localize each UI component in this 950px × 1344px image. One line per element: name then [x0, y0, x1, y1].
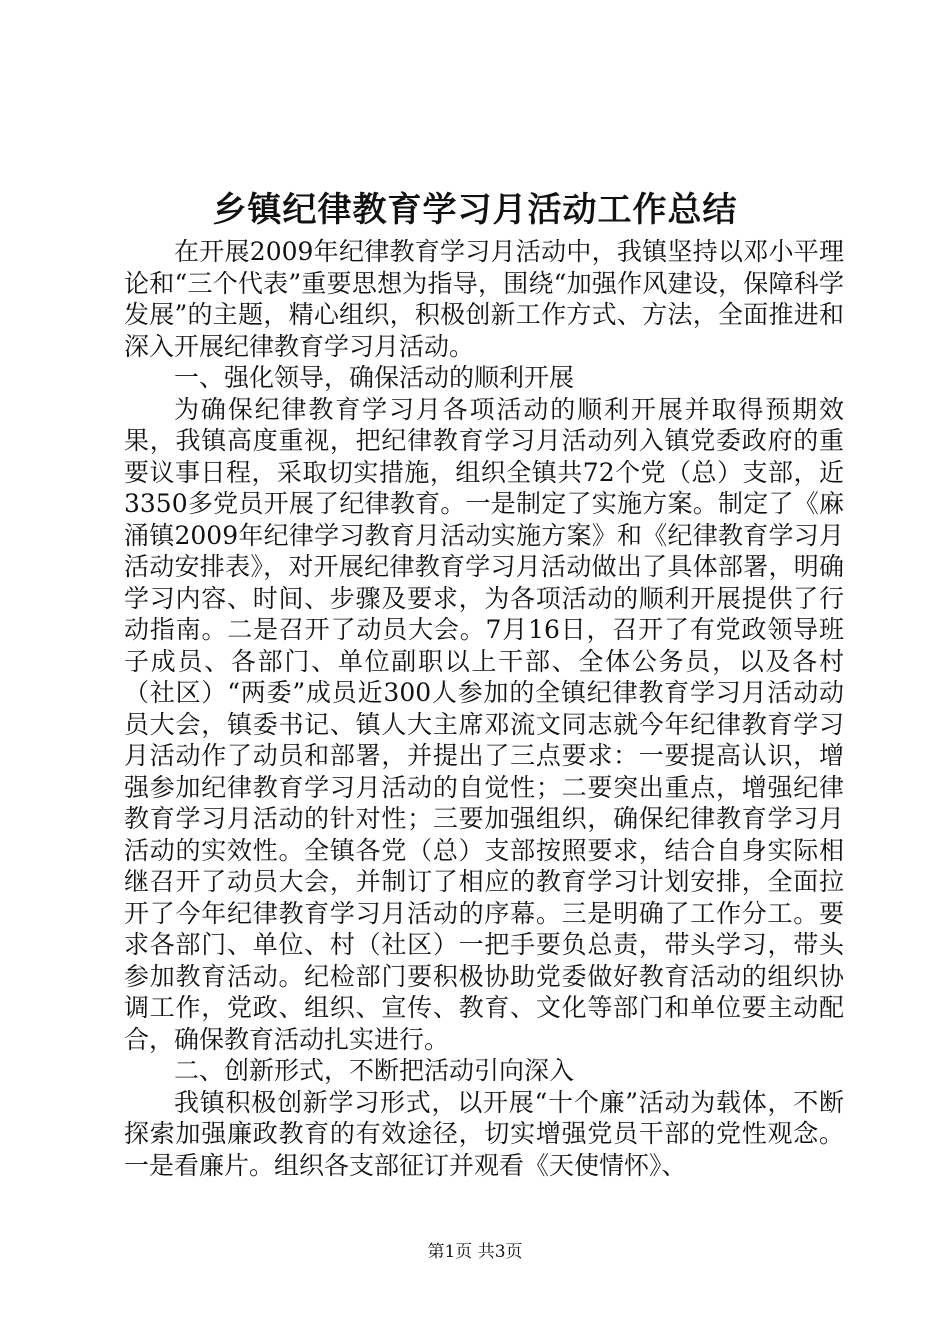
- section-heading-1: 一、强化领导，确保活动的顺利开展: [174, 363, 575, 392]
- page-footer: 第1页 共3页: [427, 1242, 523, 1262]
- paragraph-section-1: 为确保纪律教育学习月各项活动的顺利开展并取得预期效果，我镇高度重视，把纪律教育学习月活动列入镇党委政府的重要议事日程，采取切实措施，组织全镇共72个党（总）支部，近3350多党员开展了纪律教育。一是制定了实施方案。制定了《麻涌镇2009年纪律学习教育月活动实施方案》和《纪律教育学习月活动安排表》，对开展纪律教育学习月活动做出了具体部署，明确学习内容、时间、步骤及要求，为各项活动的顺利开展提供了行动指南。二是召开了动员大会。7月16日，召开了有党政领导班子成员、各部门、单位副职以上干部、全体公务员，以及各村（社区）“两委”成员近300人参加的全镇纪律教育学习月活动动员大会，镇委书记、镇人大主席邓流文同志就今年纪律教育学习月活动作了动员和部署，并提出了三点要求：一要提高认识，增强参加纪律教育学习月活动的自觉性；二要突出重点，增强纪律教育学习月活动的针对性；三要加强组织，确保纪律教育学习月活动的实效性。全镇各党（总）支部按照要求，结合自身实际相继召开了动员大会，并制订了相应的教育学习计划安排，全面拉开了今年纪律教育学习月活动的序幕。三是明确了工作分工。要求各部门、单位、村（社区）一把手要负总责，带头学习，带头参加教育活动。纪检部门要积极协助党委做好教育活动的组织协调工作，党政、组织、宣传、教育、文化等部门和单位要主动配合，确保教育活动扎实进行。: [124, 394, 844, 1054]
- section-heading-2: 二、创新形式，不断把活动引向深入: [174, 1056, 575, 1085]
- document-title: 乡镇纪律教育学习月活动工作总结: [212, 190, 738, 230]
- document-body: [124, 236, 844, 1181]
- paragraph-section-2: 我镇积极创新学习形式，以开展“十个廉”活动为载体，不断探索加强廉政教育的有效途径，切实增强党员干部的党性观念。一是看廉片。组织各支部征订并观看《天使情怀》、: [124, 1087, 844, 1180]
- paragraph-intro: 在开展2009年纪律教育学习月活动中，我镇坚持以邓小平理论和“三个代表”重要思想为指导，围绕“加强作风建设，保障科学发展”的主题，精心组织，积极创新工作方式、方法，全面推进和深入开展纪律教育学习月活动。: [124, 237, 844, 361]
